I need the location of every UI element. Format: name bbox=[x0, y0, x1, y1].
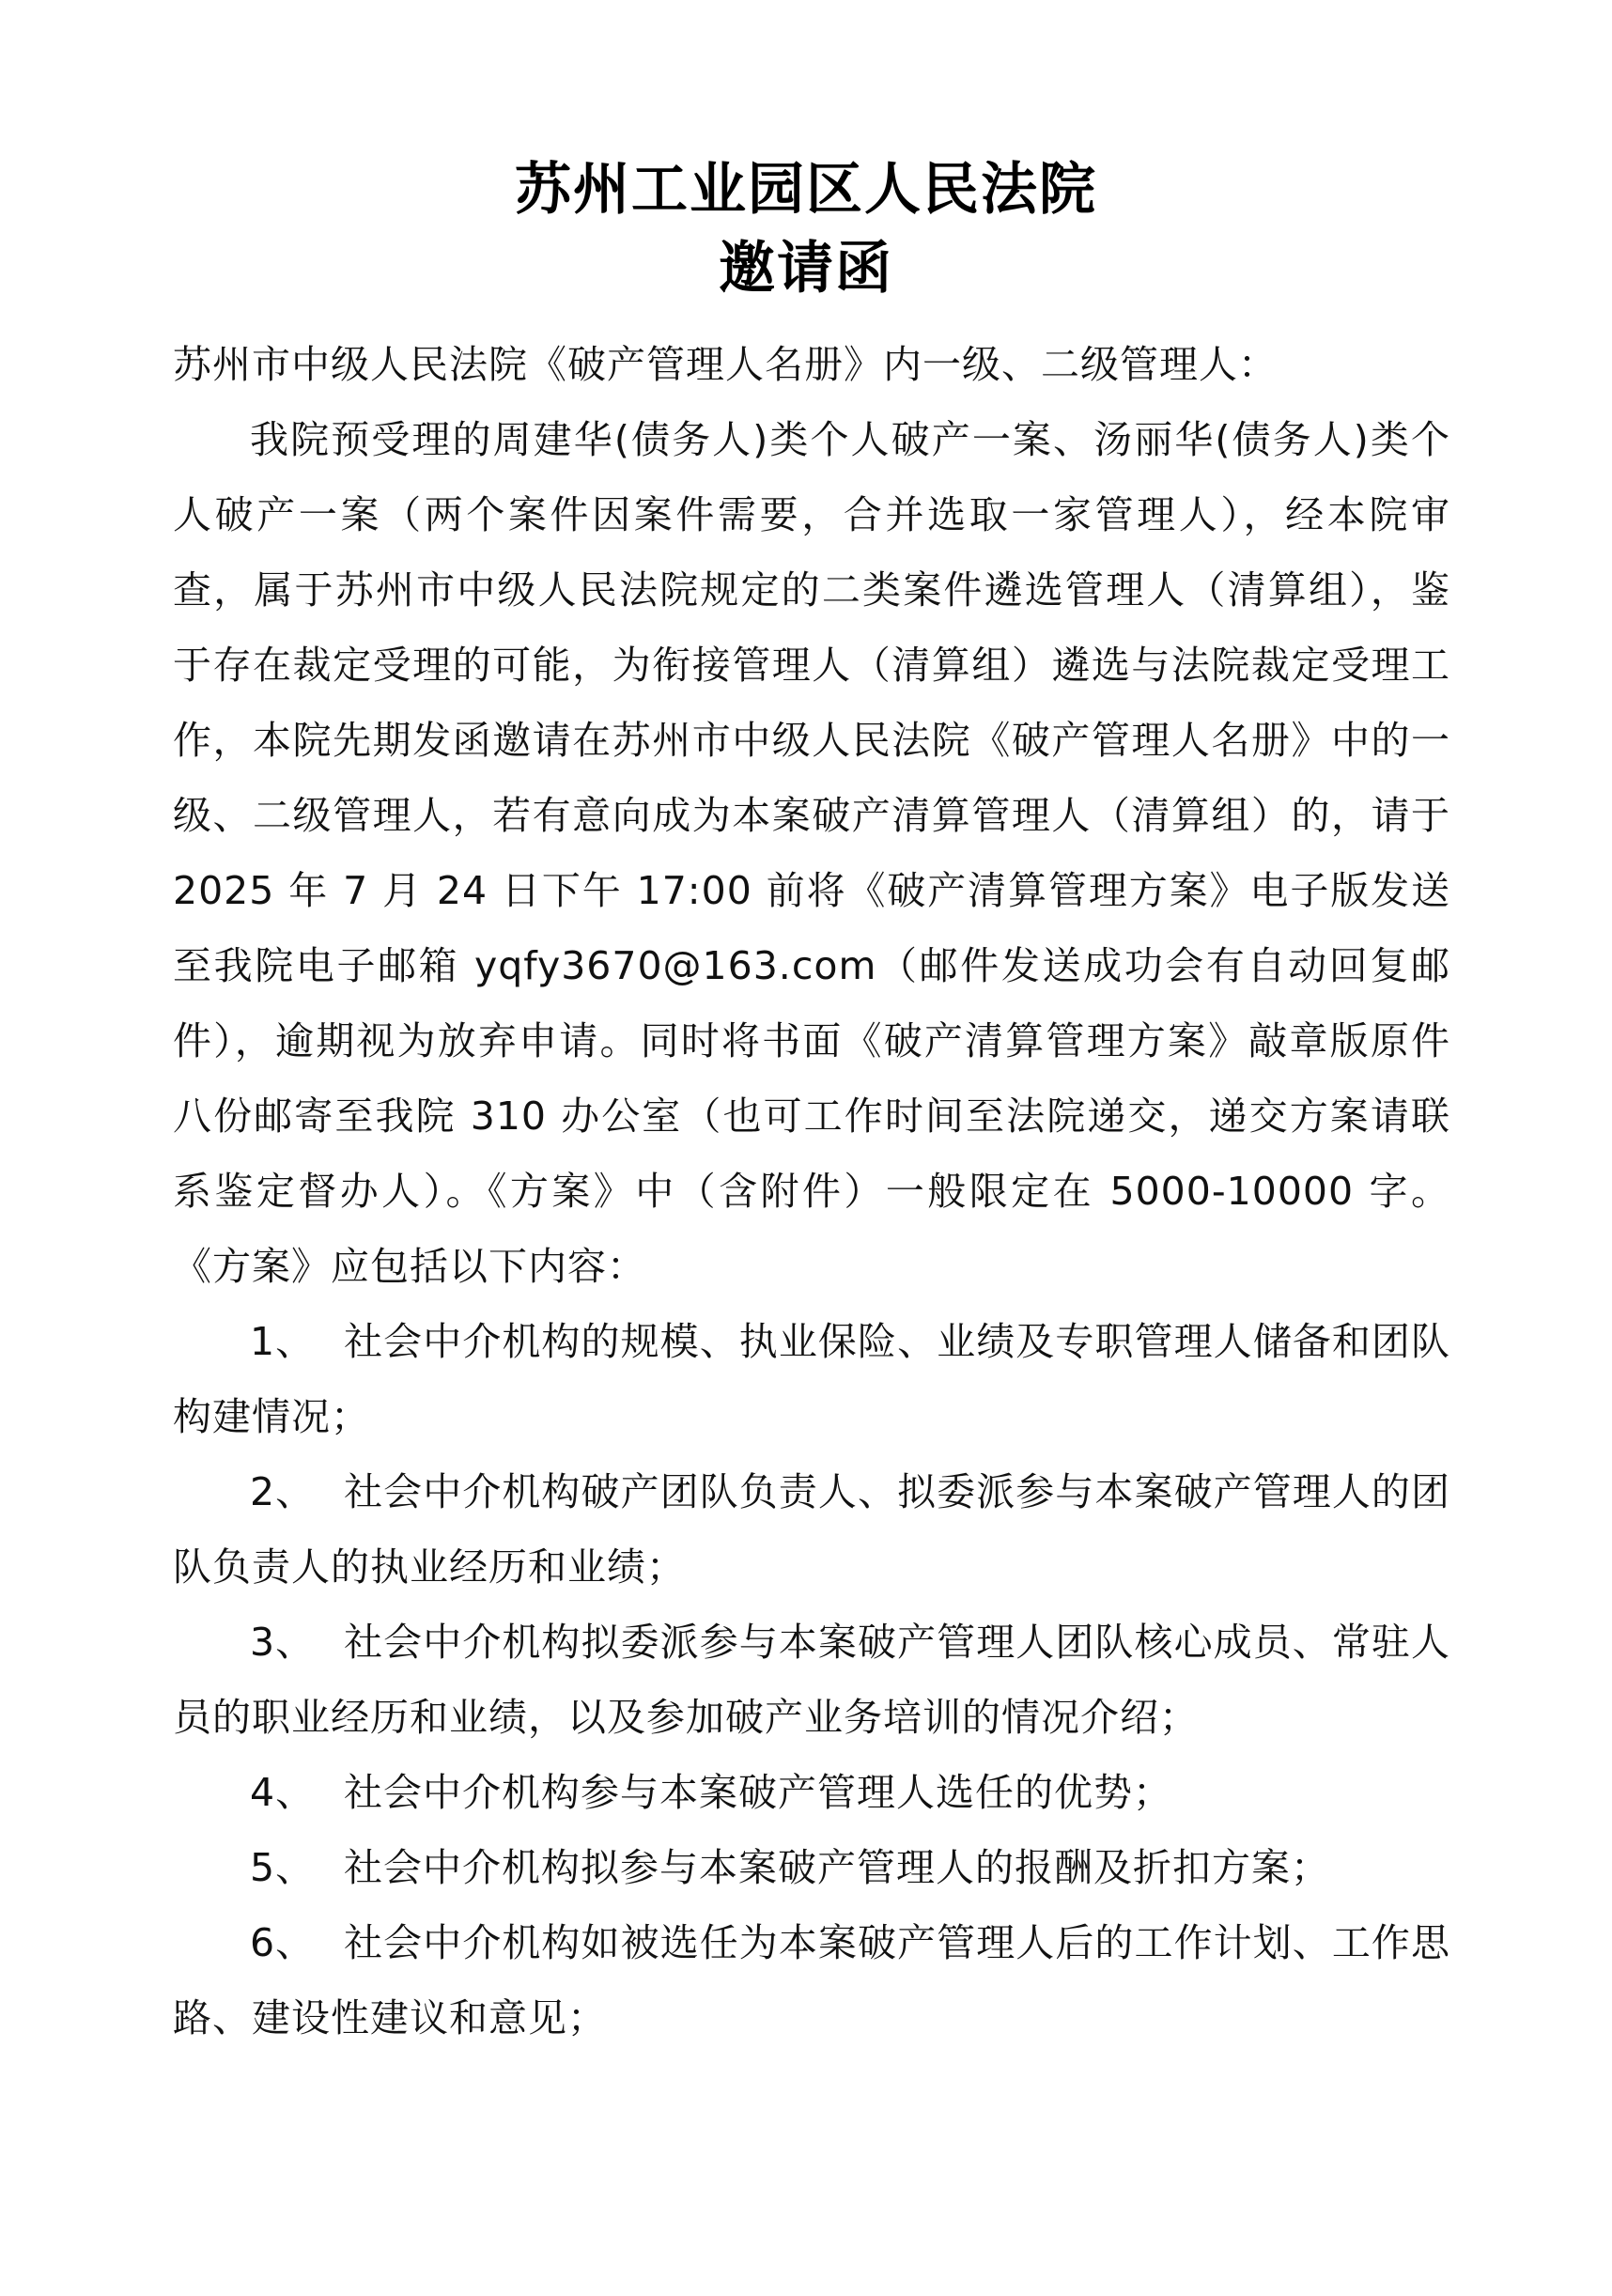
letter-body bbox=[173, 327, 1450, 2056]
list-item bbox=[173, 1454, 1450, 1605]
list-item-text: 社会中介机构拟委派参与本案破产管理人团队核心成员、常驻人员的职业经历和业绩，以及参加破产业务培训的情况介绍； bbox=[173, 1620, 1450, 1740]
list-item-text: 社会中介机构如被选任为本案破产管理人后的工作计划、工作思路、建设性建议和意见； bbox=[173, 1920, 1450, 2040]
list-item bbox=[173, 1605, 1450, 1755]
list-item-text: 社会中介机构拟参与本案破产管理人的报酬及折扣方案； bbox=[344, 1845, 1330, 1890]
list-item bbox=[173, 1755, 1450, 1830]
list-item-number: 4、 bbox=[250, 1770, 316, 1815]
list-item-number: 6、 bbox=[250, 1920, 316, 1965]
list-item bbox=[173, 1905, 1450, 2056]
salutation: 苏州市中级人民法院《破产管理人名册》内一级、二级管理人： bbox=[173, 342, 1278, 387]
list-item bbox=[173, 1830, 1450, 1905]
invitation-heading: 邀请函 bbox=[719, 236, 893, 302]
list-item-text: 社会中介机构破产团队负责人、拟委派参与本案破产管理人的团队负责人的执业经历和业绩； bbox=[173, 1469, 1450, 1590]
court-name-heading: 苏州工业园区人民法院 bbox=[515, 157, 1097, 223]
list-item-number: 2、 bbox=[250, 1469, 316, 1514]
list-item bbox=[173, 1304, 1450, 1454]
list-item-number: 1、 bbox=[250, 1319, 316, 1364]
list-item-text: 社会中介机构的规模、执业保险、业绩及专职管理人储备和团队构建情况； bbox=[173, 1319, 1450, 1439]
list-item-text: 社会中介机构参与本案破产管理人选任的优势； bbox=[344, 1770, 1172, 1815]
list-item-number: 3、 bbox=[250, 1620, 316, 1665]
document-title bbox=[0, 150, 1612, 308]
list-item-number: 5、 bbox=[250, 1845, 316, 1890]
main-paragraph: 我院预受理的周建华(债务人)类个人破产一案、汤丽华(债务人)类个人破产一案（两个案件因案件需要，合并选取一家管理人），经本院审查，属于苏州市中级人民法院规定的二类案件遴选管理人（清算组），鉴于存在裁定受理的可能，为衔接管理人（清算组）遴选与法院裁定受理工作，本院先期发函邀请在苏州市中级人民法院《破产管理人名册》中的一级、二级管理人，若有意向成为本案破产清算管理人（清算组）的，请于 2025 年 7 月 24 日下午 17:00 前将《破产清算管理方案》电子版发送至我院电子邮箱 yqfy3670@163.com（邮件发送成功会有自动回复邮件），逾期视为放弃申请。同时将书面《破产清算管理方案》敲章版原件八份邮寄至我院 310 办公室（也可工作时间至法院递交，递交方案请联系鉴定督办人）。《方案》中（含附件）一般限定在 5000-10000 字。《方案》应包括以下内容： bbox=[173, 417, 1450, 1289]
